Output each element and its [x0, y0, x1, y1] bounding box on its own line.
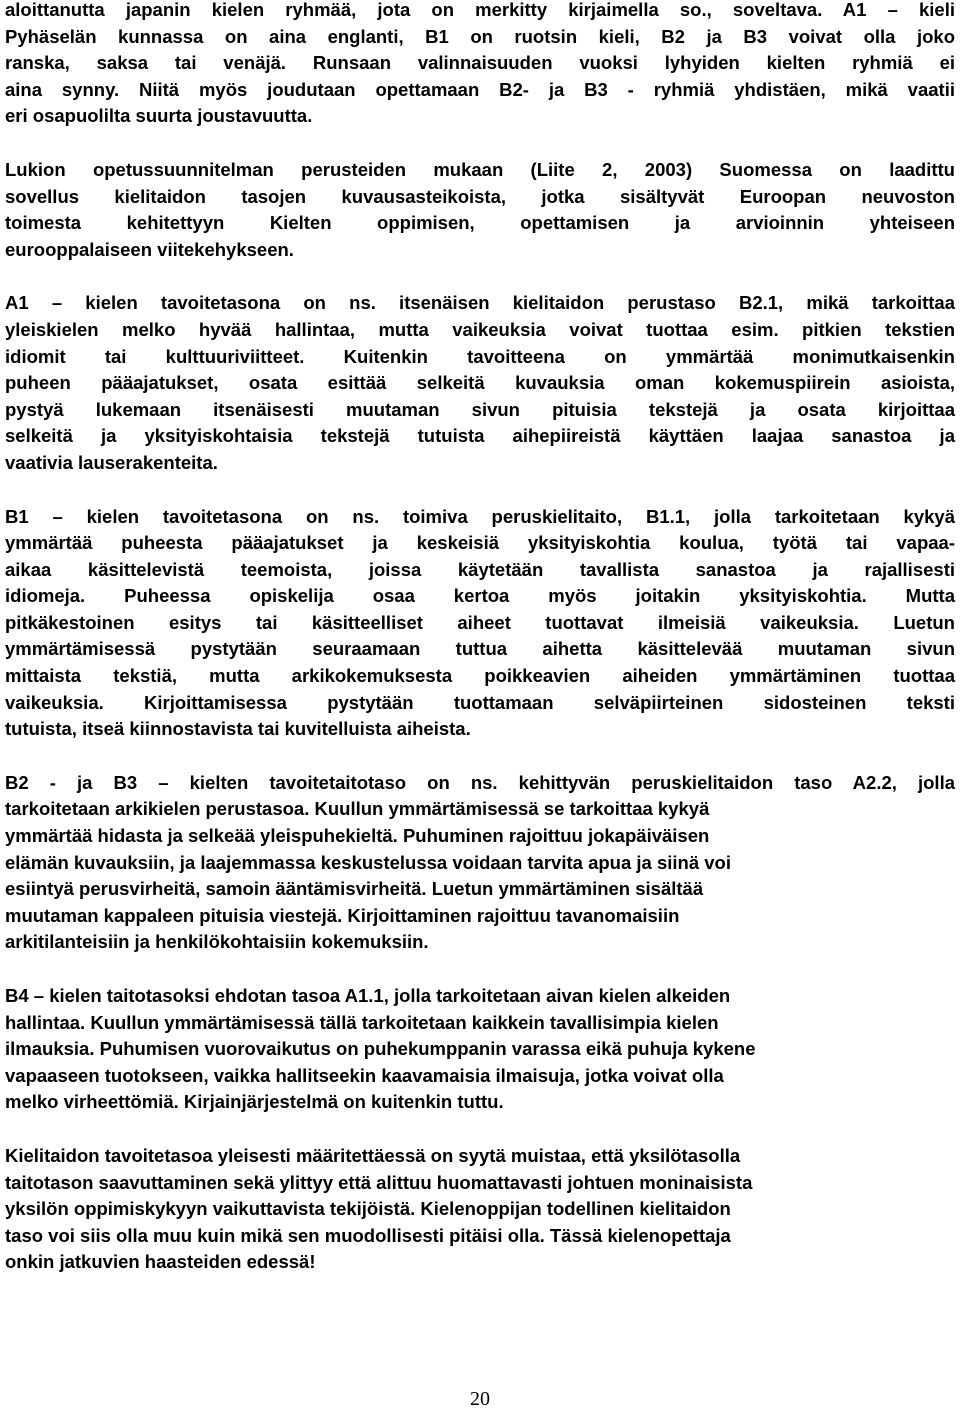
text-line: idiomeja. Puheessa opiskelija osaa kertoa myös joitakin yksityiskohtia. Mutta: [5, 585, 955, 607]
text-line: vaativia lauserakenteita.: [5, 451, 218, 473]
text-line: aloittanutta japanin kielen ryhmää, jota on merkitty kirjaimella so., soveltava. A1 – kieli: [5, 0, 955, 20]
text-line: sovellus kielitaidon tasojen kuvausasteikoista, jotka sisältyvät Euroopan neuvoston: [5, 185, 955, 207]
text-line: toimesta kehitettyyn Kielten oppimisen, opettamisen ja arvioinnin yhteiseen: [5, 212, 955, 234]
text-line: tutuista, itseä kiinnostavista tai kuvitelluista aiheista.: [5, 718, 471, 740]
text-line: vaikeuksia. Kirjoittamisessa pystytään tuottamaan selväpiirteinen sidosteinen teksti: [5, 691, 955, 713]
text-line: taso voi siis olla muu kuin mikä sen muodollisesti pitäisi olla. Tässä kielenopettaja: [5, 1224, 731, 1246]
text-line: tarkoitetaan arkikielen perustasoa. Kuullun ymmärtämisessä se tarkoittaa kykyä: [5, 798, 710, 820]
text-line: vapaaseen tuotokseen, vaikka hallitseekin kaavamaisia ilmaisuja, jotka voivat olla: [5, 1064, 724, 1086]
text-line: Lukion opetussuunnitelman perusteiden mukaan (Liite 2, 2003) Suomessa on laadittu: [5, 158, 955, 180]
paragraph-b1-level: [5, 504, 955, 743]
text-line: eri osapuolilta suurta joustavuutta.: [5, 105, 313, 127]
text-line: Kielitaidon tavoitetasoa yleisesti määritettäessä on syytä muistaa, että yksilötasolla: [5, 1144, 741, 1166]
paragraph-conclusion: [5, 1143, 955, 1276]
text-line: taitotason saavuttaminen sekä ylittyy että alittuu huomattavasti johtuen moninaisista: [5, 1171, 753, 1193]
document-body: [5, 0, 955, 1303]
text-line: selkeitä ja yksityiskohtaisia tekstejä tutuista aihepiireistä käyttäen laajaa sanastoa ja: [5, 425, 955, 447]
text-line: B2 - ja B3 – kielten tavoitetaitotaso on ns. kehittyvän peruskielitaidon taso A2.2, jolla: [5, 771, 955, 793]
text-line: Pyhäselän kunnassa on aina englanti, B1 on ruotsin kieli, B2 ja B3 voivat olla joko: [5, 25, 955, 47]
text-line: aikaa käsittelevistä teemoista, joissa käytetään tavallista sanastoa ja rajallisesti: [5, 558, 955, 580]
text-line: ranska, saksa tai venäjä. Runsaan valinnaisuuden vuoksi lyhyiden kielten ryhmiä ei: [5, 52, 955, 74]
text-line: onkin jatkuvien haasteiden edessä!: [5, 1251, 316, 1273]
text-line: puheen pääajatukset, osata esittää selkeitä kuvauksia oman kokemuspiirein asioista,: [5, 372, 955, 394]
page-number: 20: [470, 1388, 490, 1410]
paragraph-curriculum: [5, 157, 955, 263]
text-line: arkitilanteisiin ja henkilökohtaisiin kokemuksiin.: [5, 931, 429, 953]
text-line: yksilön oppimiskykyyn vaikuttavista tekijöistä. Kielenoppijan todellinen kielitaidon: [5, 1198, 731, 1220]
paragraph-b2-b3-level: [5, 770, 955, 956]
text-line: aina synny. Niitä myös joudutaan opettamaan B2- ja B3 - ryhmiä yhdistäen, mikä vaatii: [5, 78, 955, 100]
text-line: esiintyä perusvirheitä, samoin ääntämisvirheitä. Luetun ymmärtäminen sisältää: [5, 878, 704, 900]
text-line: pitkäkestoinen esitys tai käsitteelliset aiheet tuottavat ilmeisiä vaikeuksia. Luetun: [5, 611, 955, 633]
text-line: elämän kuvauksiin, ja laajemmassa keskustelussa voidaan tarvita apua ja siinä voi: [5, 851, 731, 873]
text-line: muutaman kappaleen pituisia viestejä. Kirjoittaminen rajoittuu tavanomaisiin: [5, 904, 680, 926]
text-line: A1 – kielen tavoitetasona on ns. itsenäisen kielitaidon perustaso B2.1, mikä tarkoittaa: [5, 292, 955, 314]
text-line: idiomit tai kulttuuriviitteet. Kuitenkin tavoitteena on ymmärtää monimutkaisenkin: [5, 345, 955, 367]
text-line: hallintaa. Kuullun ymmärtämisessä tällä tarkoitetaan kaikkein tavallisimpia kielen: [5, 1011, 719, 1033]
text-line: mittaista tekstiä, mutta arkikokemuksesta poikkeavien aiheiden ymmärtäminen tuottaa: [5, 665, 955, 687]
text-line: yleiskielen melko hyvää hallintaa, mutta vaikeuksia voivat tuottaa esim. pitkien tekstien: [5, 318, 955, 340]
text-line: ilmauksia. Puhumisen vuorovaikutus on puhekumppanin varassa eikä puhuja kykene: [5, 1038, 756, 1060]
paragraph-a1-level: [5, 290, 955, 476]
text-line: ymmärtämisessä pystytään seuraamaan tuttua aihetta käsittelevää muutaman sivun: [5, 638, 955, 660]
paragraph-language-groups: [5, 0, 955, 130]
text-line: eurooppalaiseen viitekehykseen.: [5, 238, 294, 260]
text-line: ymmärtää puheesta pääajatukset ja keskeisiä yksityiskohtia koulua, työtä tai vapaa-: [5, 532, 955, 554]
text-line: melko virheettömiä. Kirjainjärjestelmä on kuitenkin tuttu.: [5, 1091, 504, 1113]
text-line: pystyä lukemaan itsenäisesti muutaman sivun pituisia tekstejä ja osata kirjoittaa: [5, 398, 955, 420]
text-line: B1 – kielen tavoitetasona on ns. toimiva peruskielitaito, B1.1, jolla tarkoitetaan kykyä: [5, 505, 955, 527]
text-line: B4 – kielen taitotasoksi ehdotan tasoa A1.1, jolla tarkoitetaan aivan kielen alkeiden: [5, 985, 731, 1006]
paragraph-b4-level: [5, 983, 955, 1116]
text-line: ymmärtää hidasta ja selkeää yleispuhekieltä. Puhuminen rajoittuu jokapäiväisen: [5, 825, 710, 847]
